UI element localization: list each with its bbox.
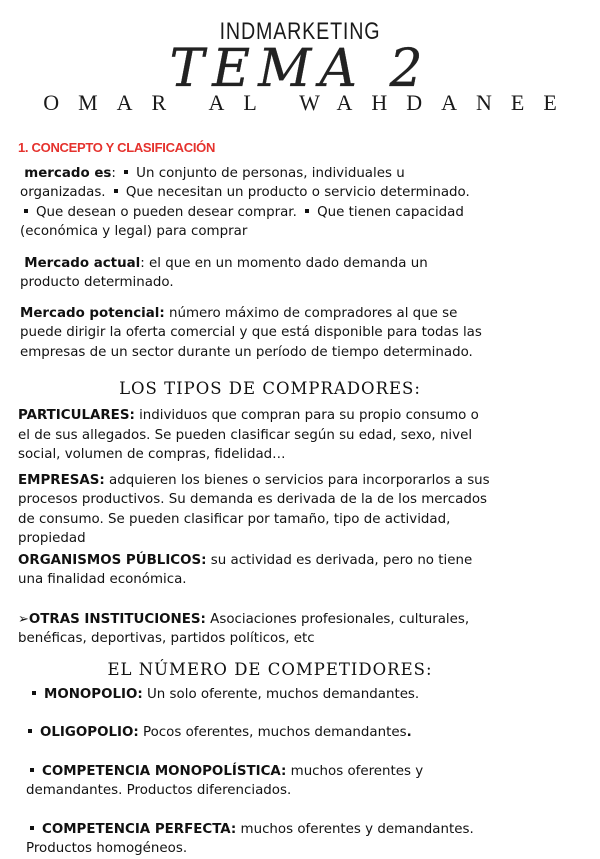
mercado-item: Un conjunto de personas, individuales u organizadas. [20, 165, 405, 200]
organismos-entry: ORGANISMOS PÚBLICOS: su actividad es derivada, pero no tiene una finalidad económica. [18, 552, 473, 587]
mercado-potencial-label: Mercado potencial: [20, 305, 165, 321]
document-header [0, 18, 600, 116]
mercado-item: Que tienen capacidad (económica y legal) para comprar [20, 204, 464, 239]
list-item: MONOPOLIO: Un solo oferente, muchos demandantes. [32, 685, 490, 705]
compradores-heading: LOS TIPOS DE COMPRADORES: [119, 379, 421, 398]
organismos-label: ORGANISMOS PÚBLICOS: [18, 552, 207, 568]
list-item: COMPETENCIA PERFECTA: muchos oferentes y demandantes. Productos homogéneos. [26, 821, 474, 856]
mercado-item: Que necesitan un producto o servicio determinado. [125, 185, 470, 200]
mercado-actual-label: Mercado actual [24, 255, 141, 271]
empresas-entry: EMPRESAS: adquieren los bienes o servicios para incorporarlos a sus procesos productivos. Su demanda es derivada de la de los mercados de consumo. Se pueden clasificar por tamaño, tipo de actividad, propiedad [18, 472, 490, 546]
mercado-definition: mercado es: Un conjunto de personas, individuales u organizadas. Que necesitan un producto o servicio determinado. Que desean o pueden desear comprar. Que tienen capacidad (económica y legal) para comprar [20, 165, 470, 239]
bullet-icon [124, 170, 128, 174]
mercado-item: Que desean o pueden desear comprar. [36, 204, 297, 220]
competidores-heading: EL NÚMERO DE COMPETIDORES: [107, 659, 433, 679]
otras-entry: ➢OTRAS INSTITUCIONES: Asociaciones profesionales, culturales, benéficas, deportivas, partidos políticos, etc [18, 611, 470, 646]
empresas-label: EMPRESAS: [18, 472, 105, 488]
bullet-icon [30, 826, 34, 830]
topic-title: TEMA 2 [169, 39, 431, 99]
list-item: OLIGOPOLIO: Pocos oferentes, muchos demandantes. [28, 723, 490, 743]
mercado-actual: Mercado actual: el que en un momento dado demanda un producto determinado. [20, 255, 428, 290]
bullet-icon [30, 768, 34, 772]
arrow-bullet-icon: ➢ [18, 611, 29, 627]
otras-label: OTRAS INSTITUCIONES: [28, 611, 206, 627]
bullet-icon [32, 691, 36, 695]
bullet-icon [305, 209, 309, 213]
author-name: OMAR AL WAHDANEE [43, 90, 576, 115]
mercado-potencial: Mercado potencial: número máximo de compradores al que se puede dirigir la oferta comercial y que está disponible para todas las empresas de un sector durante un período de tiempo determinado. [20, 305, 482, 360]
section-title: 1. CONCEPTO Y CLASIFICACIÓN [18, 140, 216, 155]
list-item: COMPETENCIA MONOPOLÍSTICA: muchos oferentes y demandantes. Productos diferenciados. [26, 763, 424, 798]
bullet-icon [24, 209, 28, 213]
particulares-entry: PARTICULARES: individuos que compran para su propio consumo o el de sus allegados. Se pueden clasificar según su edad, sexo, nivel social, volumen de compras, fidelidad… [18, 408, 479, 462]
brand-title: INDMARKETING [219, 18, 381, 45]
particulares-label: PARTICULARES: [18, 408, 135, 423]
bullet-icon [114, 189, 118, 193]
bullet-icon [28, 729, 32, 733]
document-body [20, 138, 490, 859]
mercado-label: mercado es [24, 165, 112, 181]
